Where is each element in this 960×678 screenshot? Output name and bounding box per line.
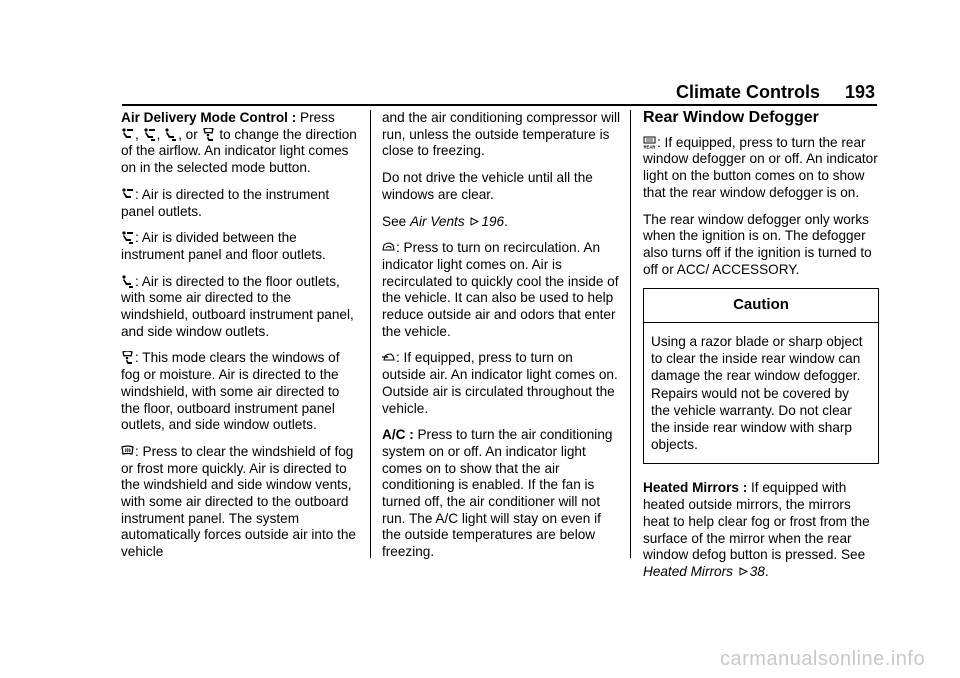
caution-box <box>643 288 879 464</box>
caution-title: Caution <box>644 289 878 323</box>
heated-mirrors-link[interactable]: Heated Mirrors <box>643 563 733 579</box>
header-rule <box>122 104 877 106</box>
recirculation-icon <box>382 241 395 254</box>
bilevel-mode-icon <box>121 231 134 244</box>
vent-mode-paragraph: : Air is directed to the instrument panel outlets. <box>121 186 330 219</box>
column-2 <box>382 110 620 571</box>
defrost-paragraph: : Press to clear the windshield of fog or frost more quickly. Air is directed to the windshield and side window vents, with some air directed to the outboard instrument panel. The system automatically forces outside air into the vehicle <box>121 443 356 560</box>
do-not-drive-paragraph: Do not drive the vehicle until all the windows are clear. <box>382 170 593 202</box>
section-title: Climate Controls <box>676 82 821 102</box>
floor-mode-icon <box>121 275 134 288</box>
heated-mirrors-label: Heated Mirrors : <box>643 480 748 496</box>
air-delivery-paragraph: Air Delivery Mode Control : Press , , , or to change the direction of the airflow. An indicator light comes on in the selected mode button. <box>121 110 357 176</box>
outside-air-icon <box>382 351 395 364</box>
rear-defogger-icon <box>643 136 656 149</box>
bilevel-mode-paragraph: : Air is divided between the instrument panel and floor outlets. <box>121 230 326 262</box>
heated-mirrors-page[interactable]: 38 <box>749 563 765 579</box>
outside-air-paragraph: : If equipped, press to turn on outside air. An indicator light comes on. Outside air is circulated throughout the vehicle. <box>382 350 618 416</box>
ac-paragraph: A/C : Press to turn the air conditioning system on or off. An indicator light comes on to show that the air conditioning is enabled. If the fan is turned off, the air conditioner will not run. The A/C light will stay on even if the outside temperatures are below freezing. <box>382 427 613 560</box>
air-vents-link[interactable]: Air Vents <box>409 213 465 229</box>
see-air-vents-paragraph: See Air Vents 196. <box>382 213 508 229</box>
watermark: carmanualsonline.info <box>720 648 926 670</box>
page-header <box>0 82 960 102</box>
rear-defogger-heading: Rear Window Defogger <box>643 109 819 126</box>
defog-mode-paragraph: : This mode clears the windows of fog or moisture. Air is directed to the windshield, with some air directed to the floor, outboard instrument panel outlets, and side window outlets. <box>121 350 340 433</box>
caution-text: Using a razor blade or sharp object to clear the inside rear window can damage the rear window defogger. Repairs would not be covered by the vehicle warranty. Do not clear the inside rear window with sharp objects. <box>651 334 863 453</box>
floor-mode-paragraph: : Air is directed to the floor outlets, with some air directed to the windshield, outboard instrument panel, and side window outlets. <box>121 273 354 339</box>
air-delivery-label: Air Delivery Mode Control : <box>121 110 297 125</box>
defog-mode-icon <box>121 351 134 364</box>
defrost-continued-paragraph: and the air conditioning compressor will run, unless the outside temperature is close to freezing. <box>382 110 621 159</box>
column-divider-1 <box>370 110 371 558</box>
rear-defogger-paragraph: REAR : If equipped, press to turn the rear window defogger on or off. An indicator light on the button comes on to show that the rear window defogger is on. <box>643 134 878 200</box>
column-divider-2 <box>630 110 631 558</box>
heated-mirrors-paragraph: Heated Mirrors : If equipped with heated outside mirrors, the mirrors heat to help clear fog or frost from the surface of the mirror when the rear window defog button is pressed. See Heated Mirrors 38. <box>643 480 870 579</box>
ac-label: A/C : <box>382 427 414 443</box>
rear-defogger-works-paragraph: The rear window defogger only works when the ignition is on. The defogger also turns off if the ignition is turned to off or ACC/ ACCESSORY. <box>643 211 872 277</box>
page-number: 193 <box>845 82 876 102</box>
bilevel-mode-icon <box>143 128 156 141</box>
svg-text:REAR: REAR <box>643 144 656 149</box>
column-3 <box>643 110 879 591</box>
page-reference-icon <box>470 214 479 223</box>
vent-mode-icon <box>121 128 134 141</box>
defrost-icon <box>121 445 134 458</box>
recirculation-paragraph: : Press to turn on recirculation. An indicator light comes on. Air is recirculated to quickly cool the inside of the vehicle. It can also be used to help reduce outside air and odors that enter the vehicle. <box>382 240 619 339</box>
vent-mode-icon <box>121 188 134 201</box>
air-vents-page[interactable]: 196 <box>481 213 505 229</box>
page-reference-icon <box>739 564 748 573</box>
column-1 <box>121 110 357 571</box>
floor-mode-icon <box>164 128 177 141</box>
defog-mode-icon <box>202 128 215 141</box>
